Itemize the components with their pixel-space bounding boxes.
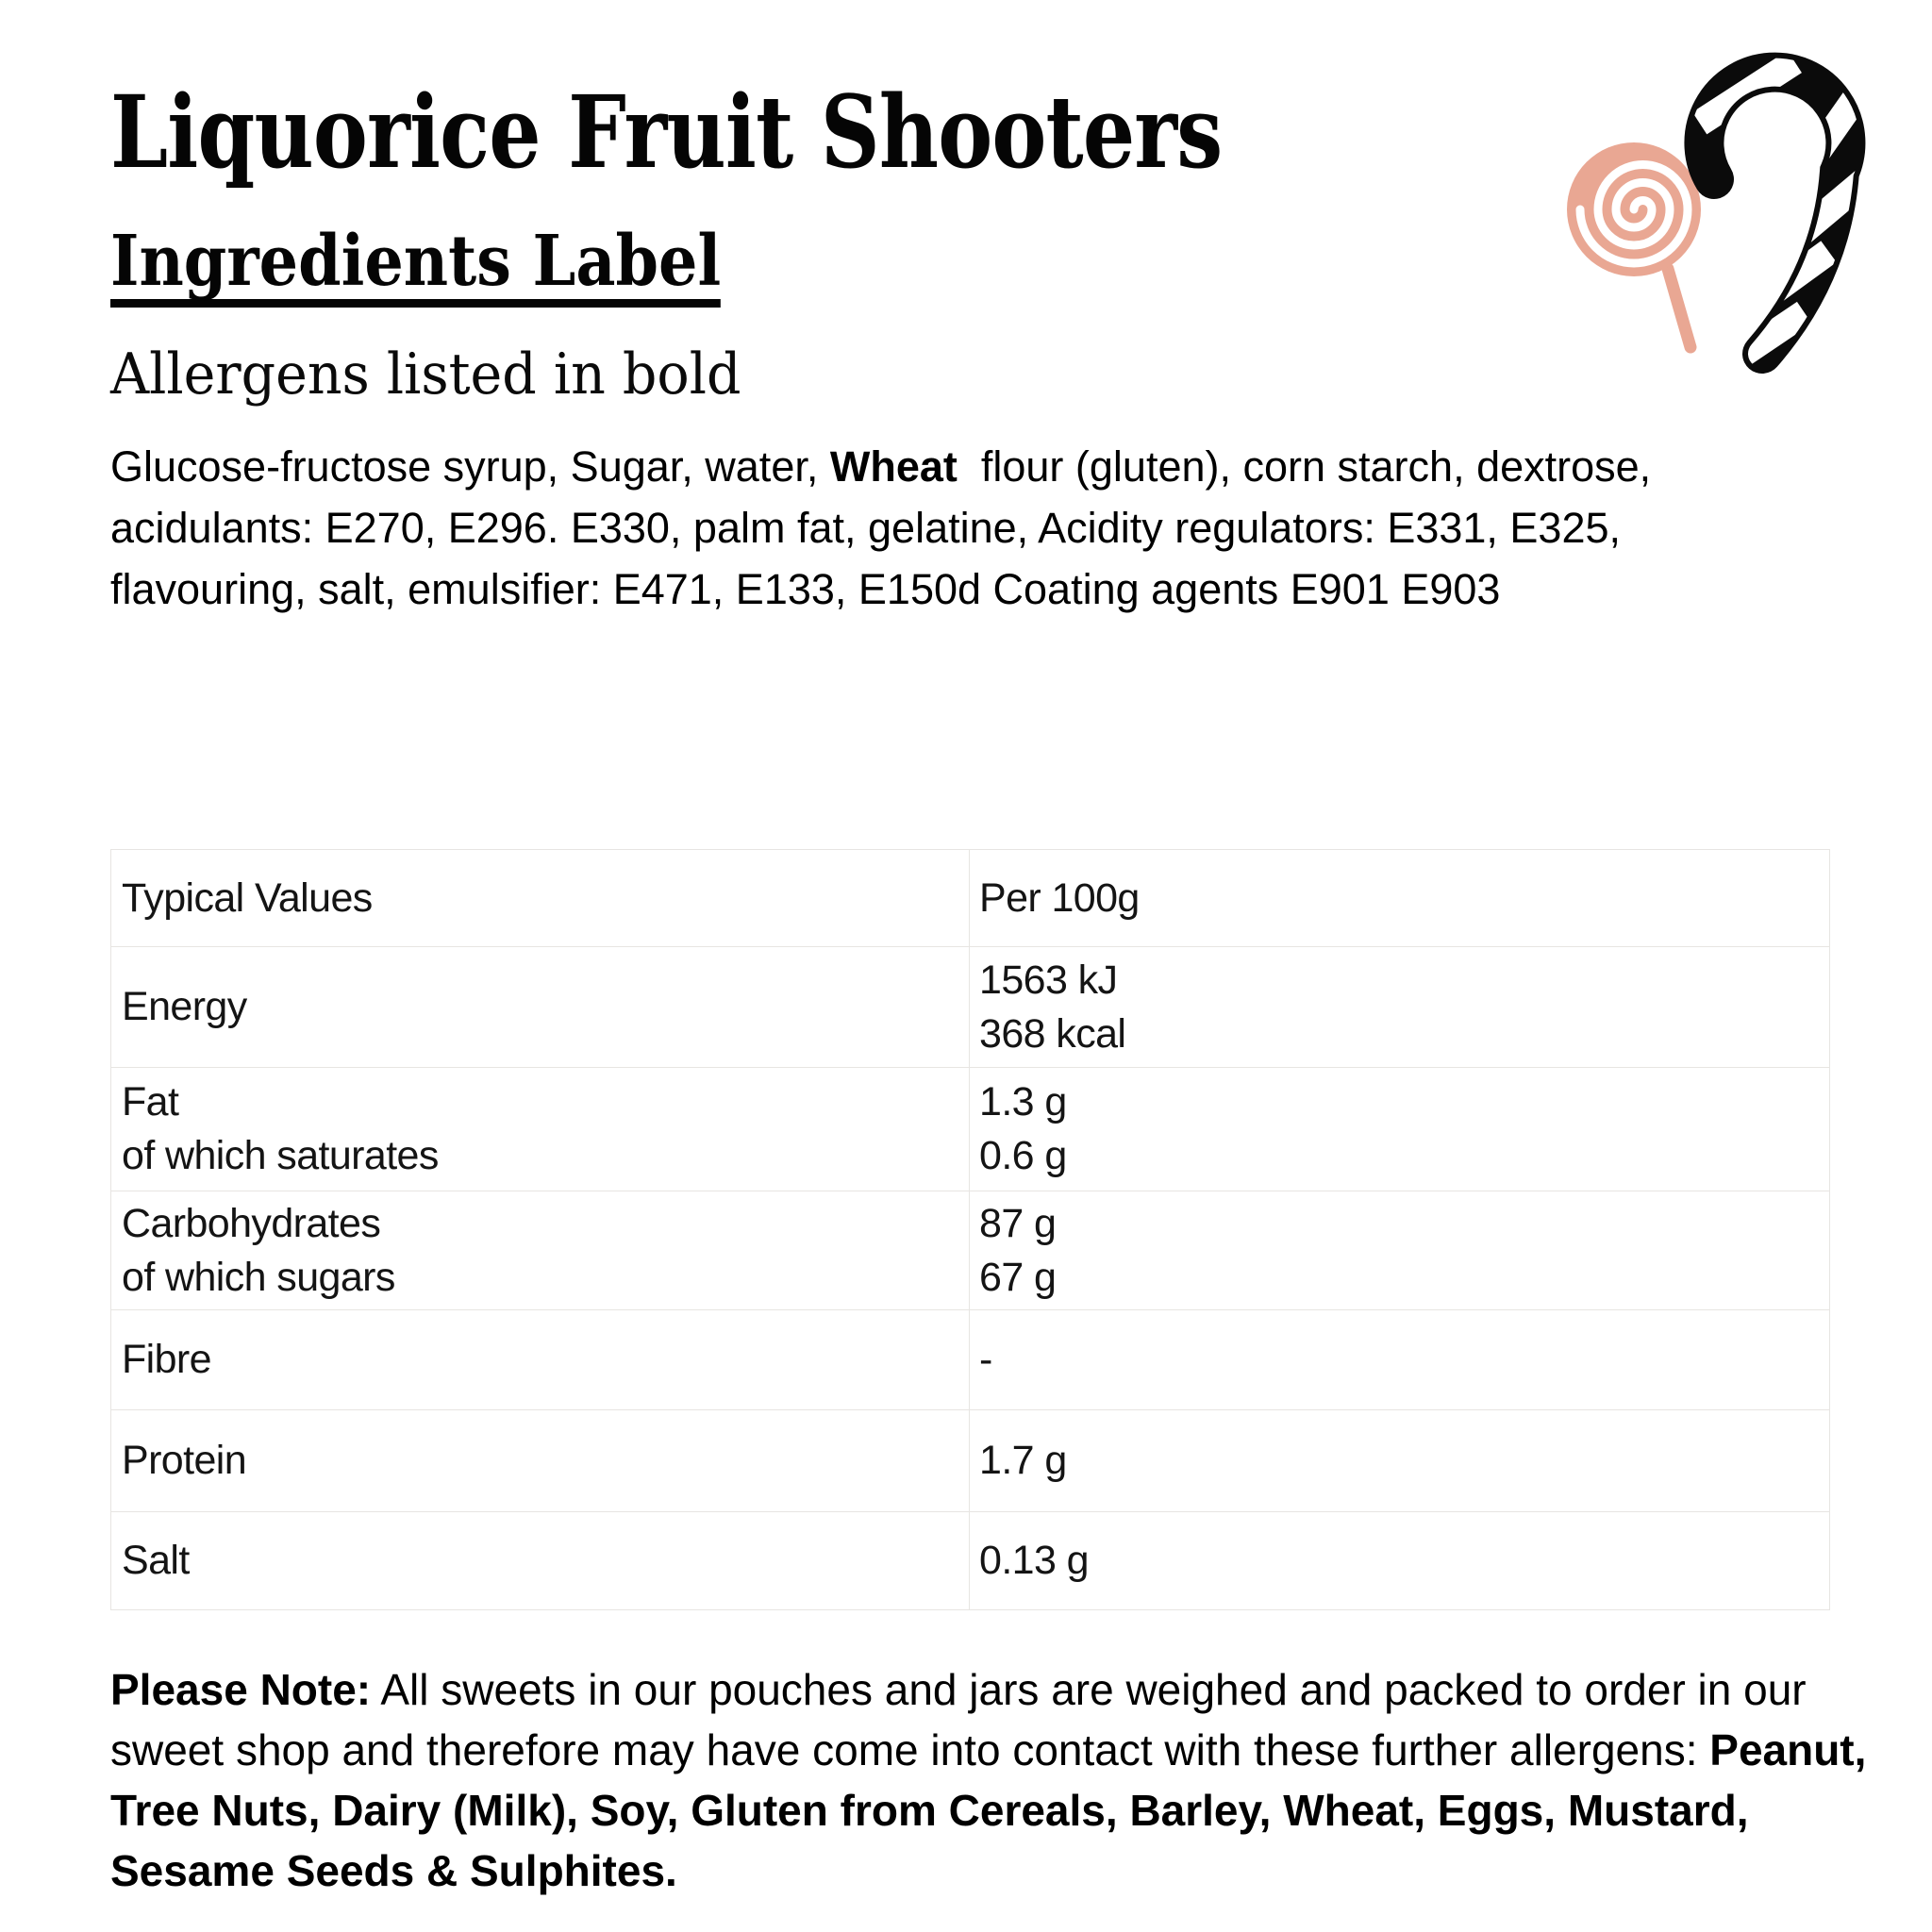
row-label-salt: Salt	[111, 1512, 970, 1609]
note-bold-intro: Please Note:	[110, 1665, 372, 1714]
row-label-fibre: Fibre	[111, 1310, 970, 1409]
table-row	[111, 1068, 1829, 1191]
ingredients-text-part1: Glucose-fructose syrup, Sugar, water,	[110, 442, 830, 491]
table-row	[111, 1310, 1829, 1410]
note-bold-allergens: Peanut, Tree Nuts, Dairy (Milk), Soy, Gluten from Cereals, Barley, Wheat, Eggs, Mustard, Sesame Seeds & Sulphites.	[110, 1725, 1867, 1895]
table-header-typical-values: Typical Values	[111, 850, 970, 946]
row-value-fibre: -	[979, 1337, 992, 1382]
table-header-per-100g: Per 100g	[979, 874, 1140, 921]
ingredients-paragraph	[110, 436, 1818, 620]
page-subtitle-text: Ingredients Label	[110, 226, 721, 308]
candy-graphics	[1528, 38, 1906, 396]
row-label-fat: Fat of which saturates	[111, 1068, 970, 1191]
row-value-fat: 1.3 g 0.6 g	[979, 1079, 1067, 1178]
page-subtitle	[110, 221, 722, 308]
table-row	[111, 947, 1829, 1068]
row-label-energy: Energy	[111, 947, 970, 1067]
ingredients-text-part2: flour (gluten), corn starch, dextrose, acidulants: E270, E296. E330, palm fat, gelatine, Acidity regulators: E331, E325, flavouring, salt, emulsifier: E471, E133, E150d Coating agents E901 E903	[110, 442, 1652, 613]
table-row	[111, 1512, 1829, 1609]
row-value-energy: 1563 kJ 368 kcal	[979, 957, 1126, 1057]
ingredients-allergen-wheat: Wheat	[829, 442, 958, 491]
table-row	[111, 850, 1829, 947]
row-value-protein: 1.7 g	[979, 1438, 1067, 1483]
row-label-carbohydrates: Carbohydrates of which sugars	[111, 1191, 970, 1309]
allergen-notice: Allergens listed in bold	[110, 341, 741, 408]
contact-allergens-note	[110, 1659, 1874, 1901]
row-label-protein: Protein	[111, 1410, 970, 1511]
page-title: Liquorice Fruit Shooters	[110, 73, 1223, 191]
note-body: All sweets in our pouches and jars are weighed and packed to order in our sweet shop and therefore may have come into contact with these further allergens:	[110, 1665, 1807, 1774]
row-value-salt: 0.13 g	[979, 1538, 1089, 1583]
table-row	[111, 1410, 1829, 1512]
table-row	[111, 1191, 1829, 1310]
row-value-carbohydrates: 87 g 67 g	[979, 1200, 1057, 1300]
lollipop-icon	[1567, 142, 1701, 347]
nutrition-table	[110, 849, 1830, 1610]
candy-cane-icon	[1692, 51, 1873, 388]
